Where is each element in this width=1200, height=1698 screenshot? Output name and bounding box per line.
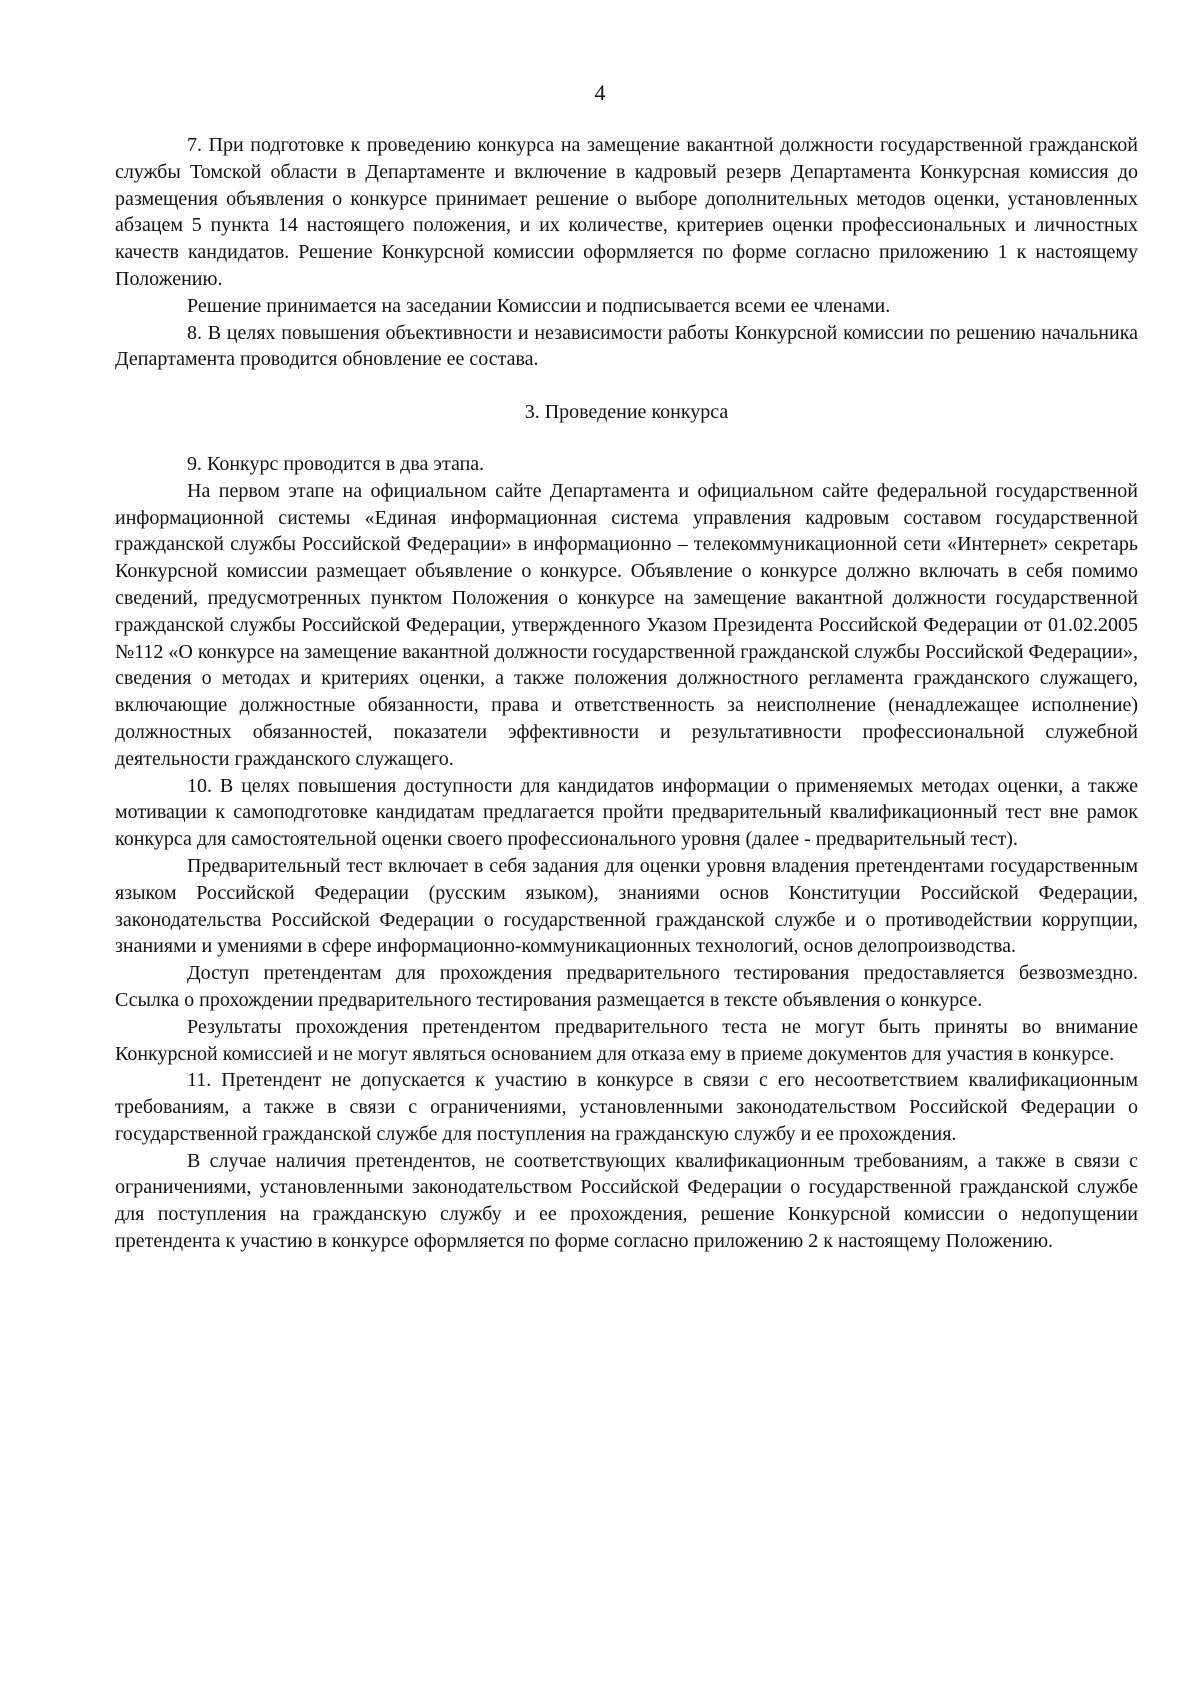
paragraph-9-first-stage: На первом этапе на официальном сайте Департамента и официальном сайте федеральной государственной информационной системы «Единая информационная система управления кадровым составом государственной гражданской службы Российской Федерации» в информационно – телекоммуникационной сети «Интернет» секретарь Конкурсной комиссии размещает объявление о конкурсе. Объявление о конкурсе должно включать в себя помимо сведений, предусмотренных пунктом Положения о конкурсе на замещение вакантной должности государственной гражданской службы Российской Федерации, утвержденного Указом Президента Российской Федерации от 01.02.2005 №112 «О конкурсе на замещение вакантной должности государственной гражданской службы Российской Федерации», сведения о методах и критериях оценки, а также положения должностного регламента гражданского служащего, включающие должностные обязанности, права и ответственность за неисполнение (ненадлежащее исполнение) должностных обязанностей, показатели эффективности и результативности профессиональной служебной деятельности гражданского служащего. — [115, 479, 1138, 770]
paragraph-11-rejection: В случае наличия претендентов, не соответствующих квалификационным требованиям, а также в связи с ограничениями, установленными законодательством Российской Федерации о государственной гражданской службе для поступления на гражданскую службу и ее прохождения, решение Конкурсной комиссии о недопущении претендента к участию в конкурсе оформляется по форме согласно приложению 2 к настоящему Положению. — [115, 1149, 1138, 1253]
paragraph-11: 11. Претендент не допускается к участию в конкурсе в связи с его несоответствием квалификационным требованиям, а также в связи с ограничениями, установленными законодательством Российской Федерации о государственной гражданской службе для поступления на гражданскую службу и ее прохождения. — [115, 1069, 1138, 1145]
paragraph-10-test-results: Результаты прохождения претендентом предварительного теста не могут быть приняты во внимание Конкурсной комиссией и не могут являться основанием для отказа ему в приеме документов для участия в конкурсе. — [115, 1015, 1138, 1065]
section-heading: 3. Проведение конкурса — [524, 401, 729, 424]
paragraph-8: 8. В целях повышения объективности и независимости работы Конкурсной комиссии по решению начальника Департамента проводится обновление ее состава. — [115, 321, 1138, 371]
paragraph-7: 7. При подготовке к проведению конкурса на замещение вакантной должности государственной гражданской службы Томской области в Департаменте и включение в кадровый резерв Департамента Конкурсная комиссия до размещения объявления о конкурсе принимает решение о выборе дополнительных методов оценки, установленных абзацем 5 пункта 14 настоящего положения, и их количестве, критериев оценки профессиональных и личностных качеств кандидатов. Решение Конкурсной комиссии оформляется по форме согласно приложению 1 к настоящему Положению. — [115, 134, 1138, 290]
document-body — [115, 132, 1138, 1255]
page-number: 4 — [594, 80, 606, 105]
paragraph-10-test-access: Доступ претендентам для прохождения предварительного тестирования предоставляется безвозмездно. Ссылка о прохождении предварительного тестирования размещается в тексте объявления о конкурсе. — [115, 962, 1138, 1011]
paragraph-7-decision: Решение принимается на заседании Комиссии и подписывается всеми ее членами. — [187, 294, 891, 317]
paragraph-10-test-content: Предварительный тест включает в себя задания для оценки уровня владения претендентами государственным языком Российской Федерации (русским языком), знаниями основ Конституции Российской Федерации, законодательства Российской Федерации о государственной гражданской службе и о противодействии коррупции, знаниями и умениями в сфере информационно-коммуникационных технологий, основ делопроизводства. — [115, 854, 1138, 958]
paragraph-9: 9. Конкурс проводится в два этапа. — [187, 452, 485, 475]
paragraph-10: 10. В целях повышения доступности для кандидатов информации о применяемых методах оценки, а также мотивации к самоподготовке кандидатам предлагается пройти предварительный квалификационный тест вне рамок конкурса для самостоятельной оценки своего профессионального уровня (далее - предварительный тест). — [115, 774, 1138, 851]
